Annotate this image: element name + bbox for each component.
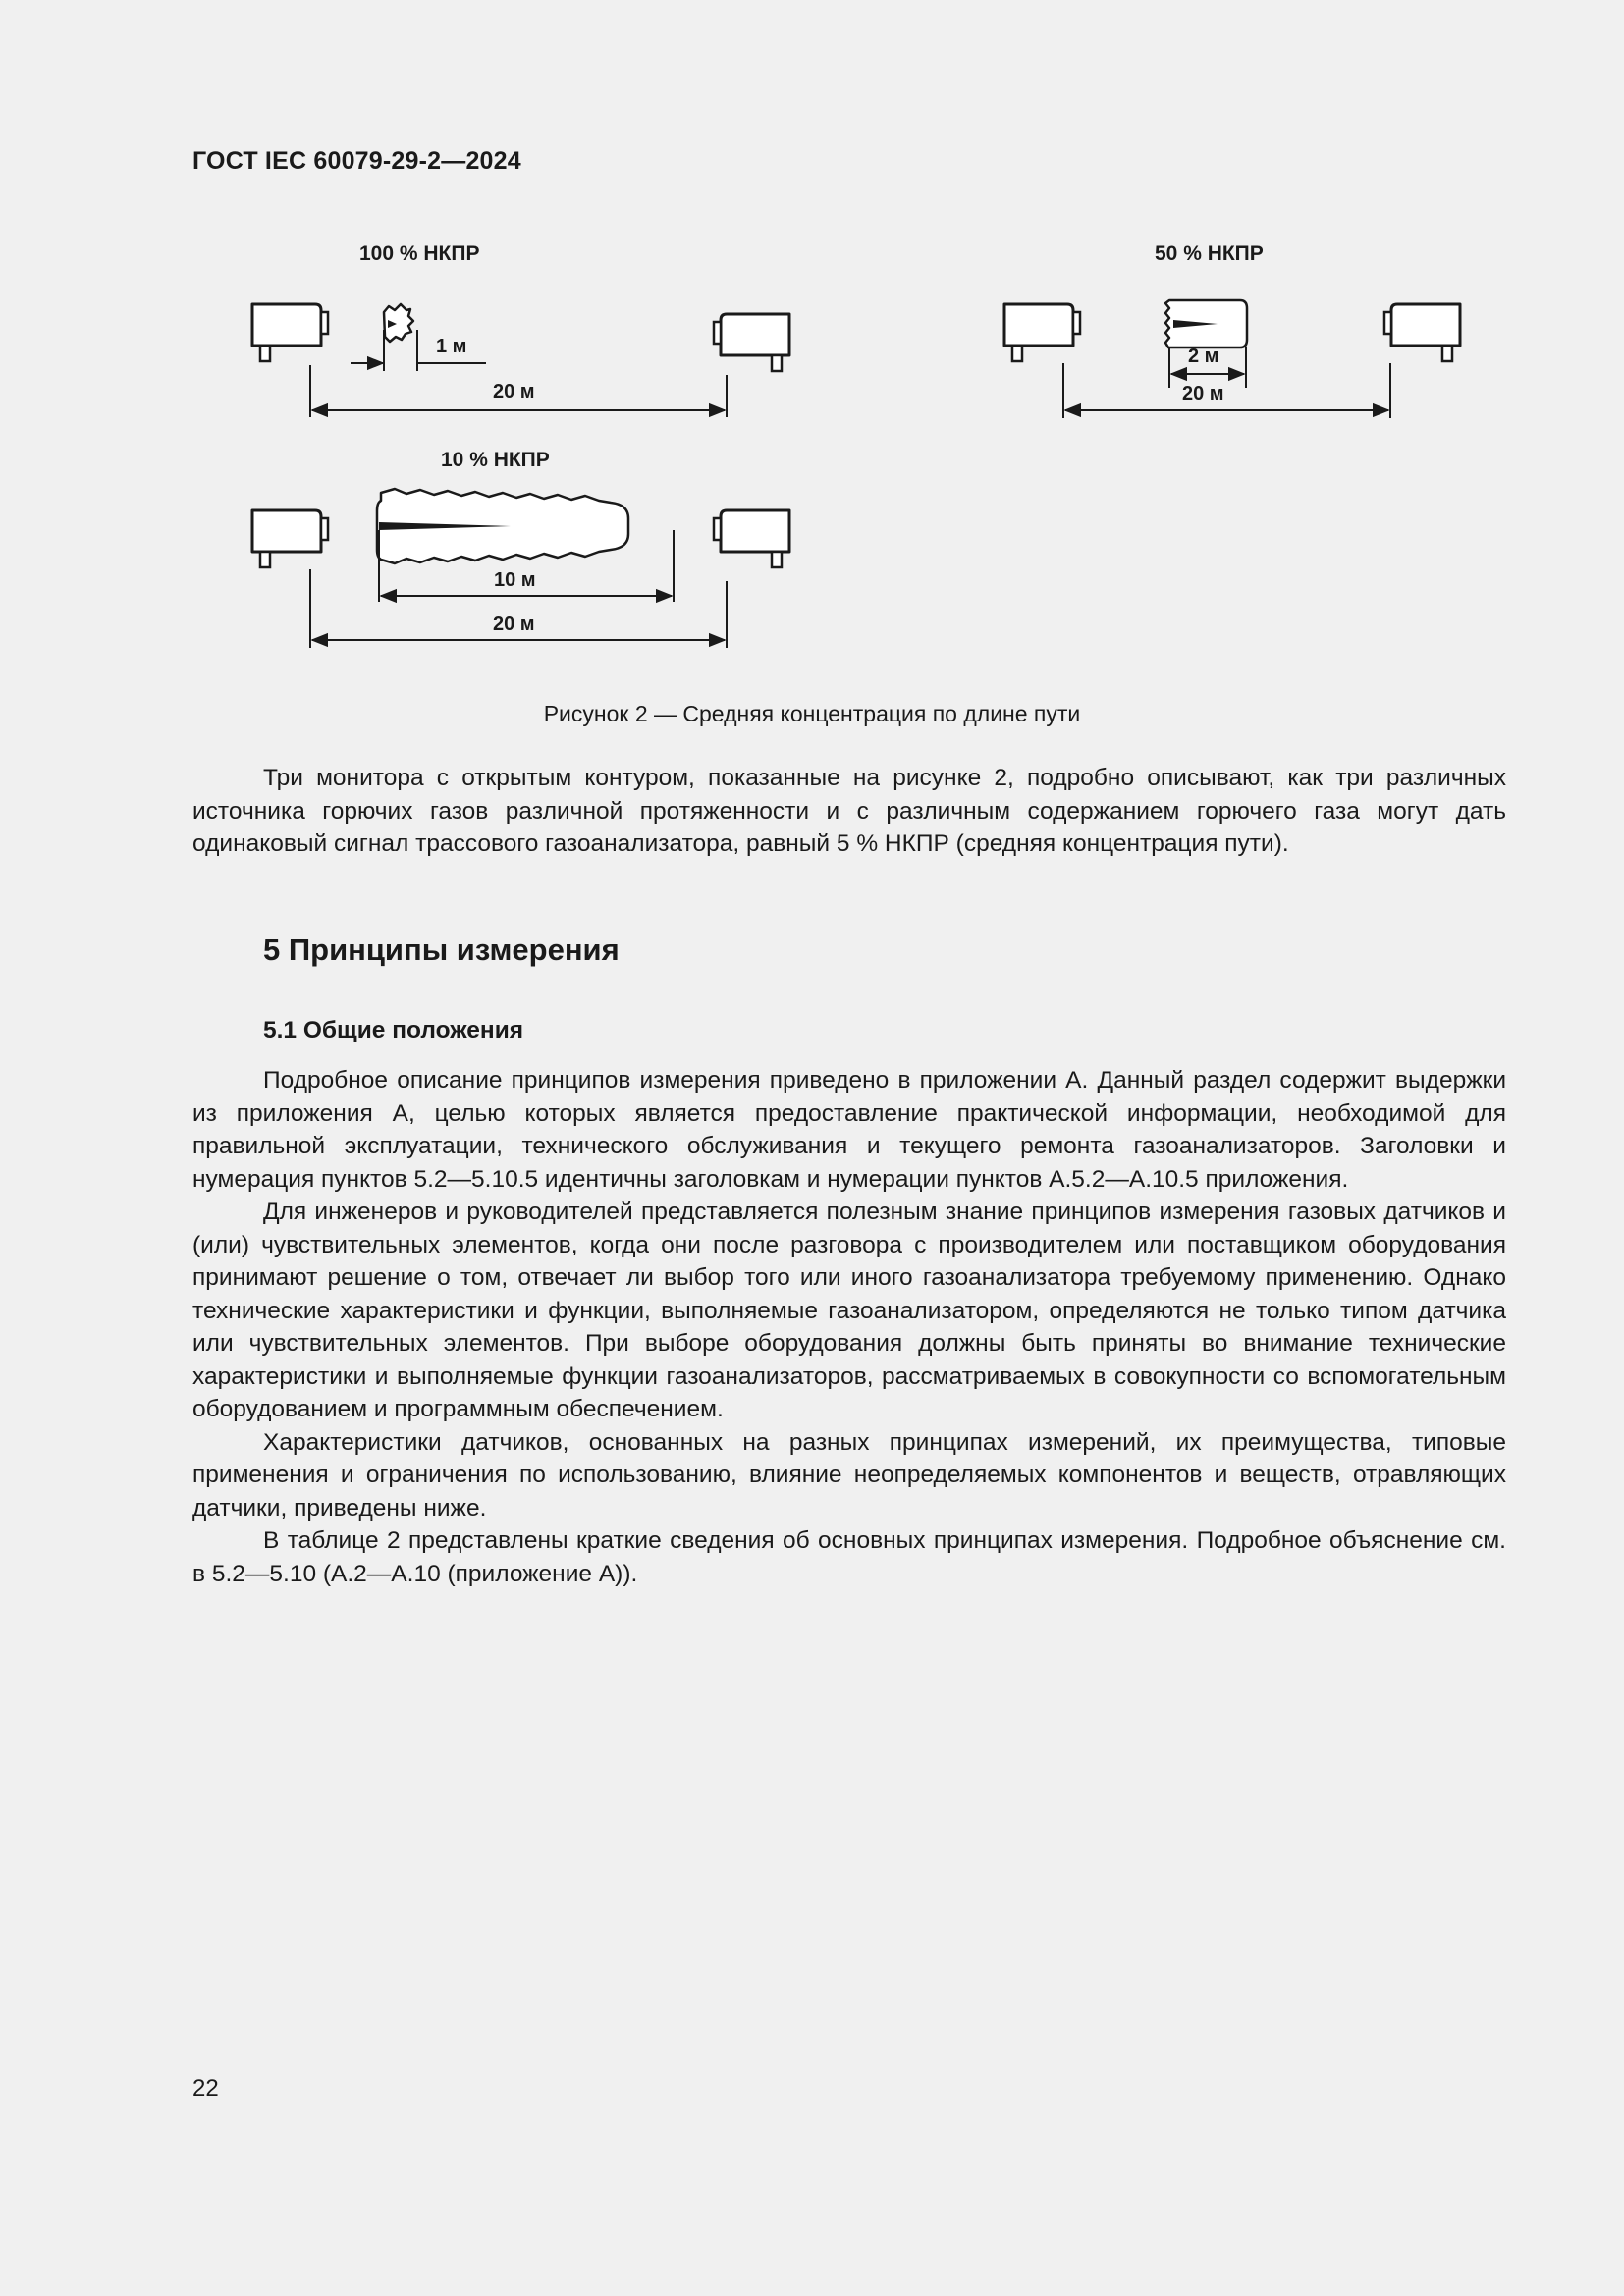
dim-10m: 10 м (494, 569, 536, 591)
document-header: ГОСТ IEC 60079-29-2—2024 (192, 147, 521, 175)
intro-paragraph: Три монитора с открытым контуром, показанные на рисунке 2, подробно описывают, как три различных источника горючих газов различной протяженности и с различным содержанием горючего газа могут дать одинаковый сигнал трассового газоанализатора, равный 5 % НКПР (средняя концентрация пути). (192, 765, 1506, 857)
page-number: 22 (192, 2075, 219, 2102)
intro-text (192, 762, 1506, 861)
label-100-percent: 100 % НКПР (359, 242, 480, 265)
right-monitor-icon (1384, 304, 1460, 361)
subsection-title: 5.1 Общие положения (263, 1017, 524, 1043)
label-50-percent: 50 % НКПР (1155, 242, 1264, 265)
right-monitor-icon (714, 510, 789, 567)
dim-2m: 2 м (1188, 346, 1219, 367)
figure-diagram (0, 226, 1624, 667)
right-monitor-icon (714, 314, 789, 371)
figure-caption: Рисунок 2 — Средняя концентрация по длине пути (543, 701, 1081, 726)
dim-1m: 1 м (436, 336, 467, 357)
section-body (192, 1064, 1506, 1590)
diagram-50-percent (1004, 300, 1460, 418)
paragraph: Характеристики датчиков, основанных на разных принципах измерений, их преимущества, типовые применения и ограничения по использованию, влияние неопределяемых компонентов и веществ, отравляющих датчики, приведены ниже. (192, 1428, 1506, 1522)
left-monitor-icon (252, 304, 328, 361)
left-monitor-icon (1004, 304, 1080, 361)
section-title: 5 Принципы измерения (263, 933, 620, 967)
figure-2 (0, 226, 1624, 667)
dim-20m: 20 м (1182, 383, 1224, 404)
dim-20m: 20 м (493, 381, 535, 402)
label-10-percent: 10 % НКПР (441, 449, 550, 471)
left-monitor-icon (252, 510, 328, 567)
paragraph: Подробное описание принципов измерения приведено в приложении А. Данный раздел содержит выдержки из приложения А, целью которых является предоставление практической информации, необходимой для правильной эксплуатации, технического обслуживания и текущего ремонта газоанализаторов. Заголовки и нумерация пунктов 5.2—5.10.5 идентичны заголовкам и нумерации пунктов А.5.2—А.10.5 приложения. (192, 1067, 1506, 1193)
dim-20m: 20 м (493, 614, 535, 635)
paragraph: В таблице 2 представлены краткие сведения об основных принципах измерения. Подробное объяснение см. в 5.2—5.10 (А.2—А.10 (приложение А)). (192, 1527, 1506, 1587)
paragraph: Для инженеров и руководителей представляется полезным знание принципов измерения газовых датчиков и (или) чувствительных элементов, когда они после разговора с производителем или поставщиком оборудования принимают решение о том, отвечает ли выбор того или иного газоанализатора требуемому применению. Однако технические характеристики и функции, выполняемые газоанализатором, определяются не только типом датчика или чувствительных элементов. При выборе оборудования должны быть приняты во внимание технические характеристики и выполняемые функции газоанализаторов, рассматриваемых в совокупности со вспомогательным оборудованием и программным обеспечением. (192, 1199, 1506, 1422)
